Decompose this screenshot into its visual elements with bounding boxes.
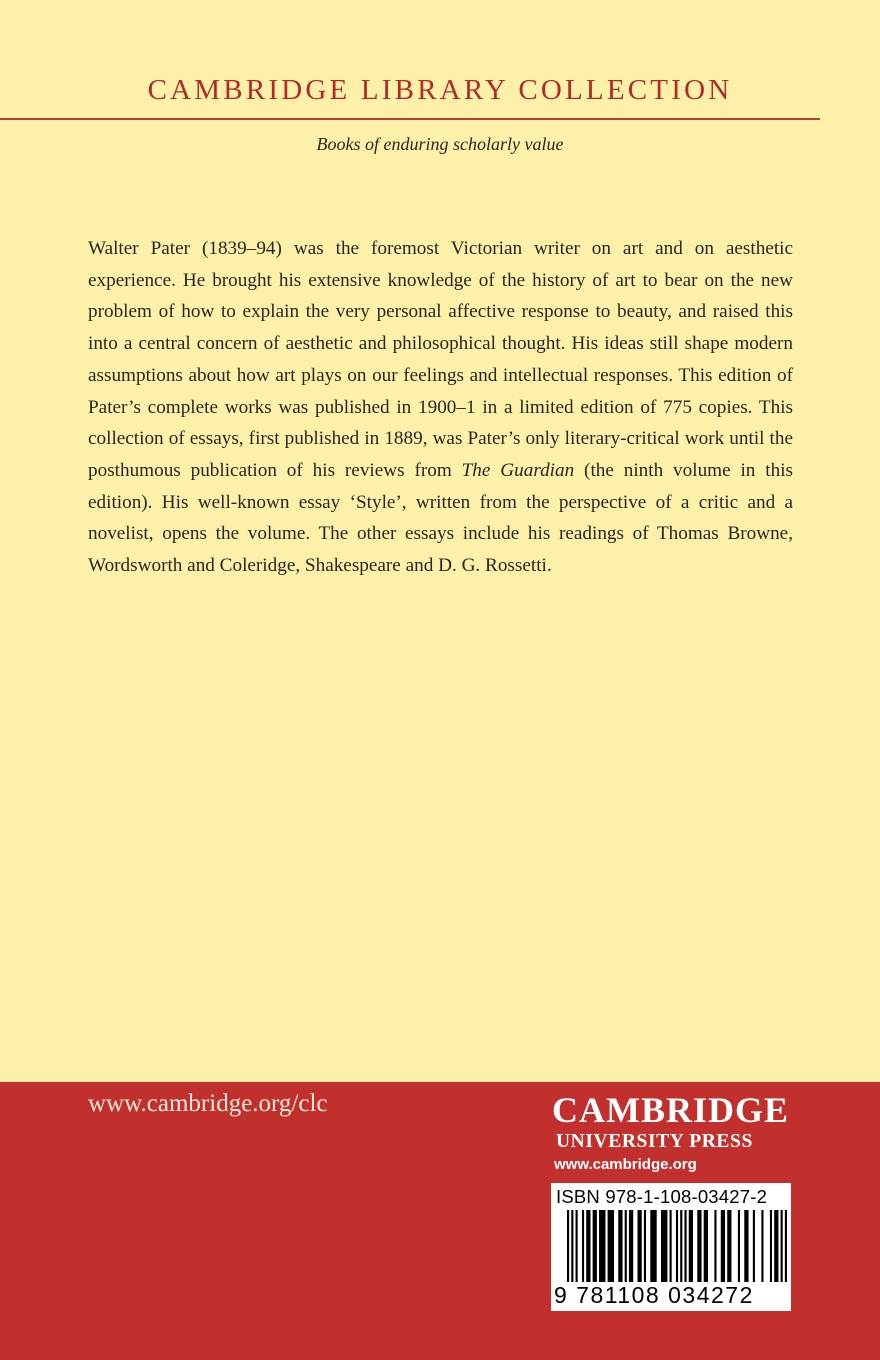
barcode-bar <box>571 1210 573 1282</box>
barcode-bar <box>567 1210 569 1282</box>
barcode-bar <box>629 1210 633 1282</box>
publisher-logo-name: CAMBRIDGE <box>552 1090 790 1130</box>
series-tagline: Books of enduring scholarly value <box>316 134 564 154</box>
barcode-bar <box>785 1210 787 1282</box>
barcode-bar <box>593 1210 597 1282</box>
barcode-bar <box>684 1210 686 1282</box>
barcode-bar <box>608 1210 614 1282</box>
barcode-bar <box>644 1210 646 1282</box>
barcode-bar <box>670 1210 672 1282</box>
barcode-bar <box>781 1210 783 1282</box>
publisher-url[interactable]: www.cambridge.org <box>554 1156 697 1173</box>
isbn-label: ISBN 978-1-108-03427-2 <box>556 1186 768 1207</box>
collection-url[interactable]: www.cambridge.org/clc <box>88 1090 328 1117</box>
isbn-barcode <box>551 1183 791 1311</box>
series-title: CAMBRIDGE LIBRARY COLLECTION <box>147 74 733 106</box>
barcode-bar <box>721 1210 725 1282</box>
description-text-part2: (the ninth volume in this edition). His well-known essay ‘Style’, written from the perspective of a critic and a novelist, opens the volume. The other essays include his readings of Thomas Browne, Wordsworth and Coleridge, Shakespeare and D. G. Rossetti. <box>88 459 793 577</box>
barcode-bar <box>727 1210 731 1282</box>
barcode-bar <box>753 1210 755 1282</box>
barcode-bar <box>738 1210 740 1282</box>
barcode-bar <box>661 1210 667 1282</box>
description-text-part1: Walter Pater (1839–94) was the foremost Victorian writer on art and on aesthetic experience. He brought his extensive knowledge of the history of art to bear on the new problem of how to explain the very personal affective response to beauty, and raised this into a central concern of aesthetic and philosophical thought. His ideas still shape modern assumptions about how art plays on our feelings and intellectual responses. This edition of Pater’s complete works was published in 1900–1 in a limited edition of 775 copies. This collection of essays, first published in 1889, was Pater’s only literary-critical work until the posthumous publication of his reviews from <box>88 238 793 481</box>
header-rule <box>0 118 820 120</box>
barcode-bar <box>714 1210 716 1282</box>
barcode-digits: 9 781108 034272 <box>554 1282 754 1308</box>
book-description <box>88 233 793 582</box>
barcode-bar <box>704 1210 708 1282</box>
barcode-bar <box>576 1210 578 1282</box>
barcode-bar <box>774 1210 778 1282</box>
barcode-bar <box>625 1210 627 1282</box>
barcode-bar <box>650 1210 656 1282</box>
barcode-bar <box>744 1210 748 1282</box>
barcode-bar <box>680 1210 682 1282</box>
barcode-bar <box>599 1210 605 1282</box>
barcode-bar <box>689 1210 693 1282</box>
barcode-bar <box>676 1210 678 1282</box>
barcode-bar <box>586 1210 590 1282</box>
description-italic-title: The Guardian <box>461 459 575 481</box>
barcode-bar <box>637 1210 641 1282</box>
barcode-bar <box>582 1210 584 1282</box>
publisher-logo-subtitle: UNIVERSITY PRESS <box>556 1131 753 1152</box>
barcode-bar <box>770 1210 772 1282</box>
barcode-bar <box>618 1210 622 1282</box>
barcode-bar <box>761 1210 763 1282</box>
barcode-bar <box>697 1210 701 1282</box>
